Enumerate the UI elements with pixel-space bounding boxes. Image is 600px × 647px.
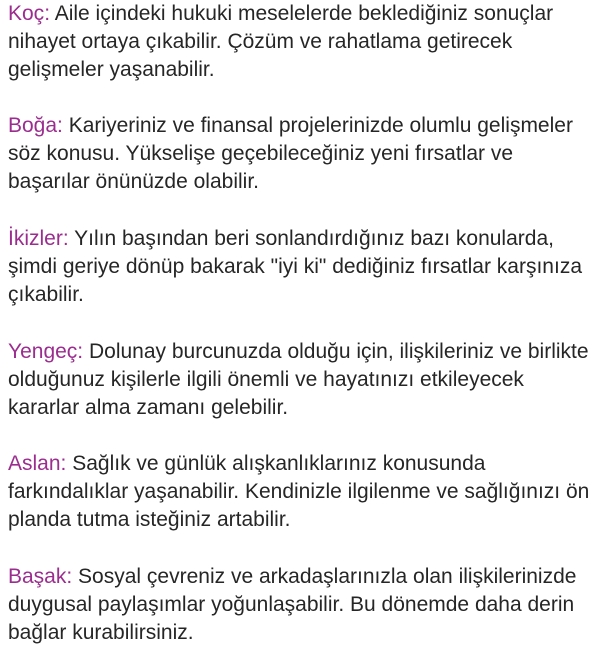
horoscope-text: Sağlık ve günlük alışkanlıklarınız konusunda farkındalıklar yaşanabilir. Kendinizle ilgilenme ve sağlığınızı ön planda tutma isteğiniz artabilir. (8, 452, 590, 531)
sign-name: İkizler (8, 227, 63, 250)
sign-name: Başak (8, 565, 67, 588)
sign-colon: : (44, 2, 51, 25)
sign-colon: : (57, 114, 63, 137)
horoscope-entry-ikizler (8, 225, 596, 309)
horoscope-text: Yılın başından beri sonlandırdığınız bazı konularda, şimdi geriye dönüp bakarak "iyi ki" dediğiniz fırsatlar karşınıza çıkabilir. (8, 227, 582, 306)
sign-name: Aslan (8, 452, 61, 475)
sign-colon: : (77, 340, 84, 363)
sign-colon: : (62, 227, 69, 250)
horoscope-entry-boga (8, 112, 596, 196)
sign-colon: : (66, 565, 73, 588)
sign-name: Yengeç (8, 340, 78, 363)
horoscope-text: Aile içindeki hukuki meselelerde beklediğiniz sonuçlar nihayet ortaya çıkabilir. Çözüm ve rahatlama getirecek gelişmeler yaşanabilir. (8, 2, 554, 81)
horoscope-entry-basak (8, 563, 596, 647)
horoscope-text: Sosyal çevreniz ve arkadaşlarınızla olan ilişkilerinizde duygusal paylaşımlar yoğunlaşabilir. Bu dönemde daha derin bağlar kurabilirsiniz. (8, 565, 577, 644)
horoscope-entry-aslan (8, 450, 596, 534)
horoscope-text: Kariyeriniz ve finansal projelerinizde olumlu gelişmeler söz konusu. Yükselişe geçebileceğiniz yeni fırsatlar ve başarılar önünüzde olabilir. (8, 114, 573, 193)
horoscope-text: Dolunay burcunuzda olduğu için, ilişkileriniz ve birlikte olduğunuz kişilerle ilgili önemli ve hayatınızı etkileyecek kararlar alma zamanı gelebilir. (8, 340, 589, 419)
sign-colon: : (60, 452, 67, 475)
horoscope-list (8, 0, 596, 647)
horoscope-entry-koc (8, 0, 596, 84)
horoscope-entry-yengec (8, 338, 596, 422)
sign-name: Boğa (8, 114, 58, 137)
sign-name: Koç (8, 2, 45, 25)
